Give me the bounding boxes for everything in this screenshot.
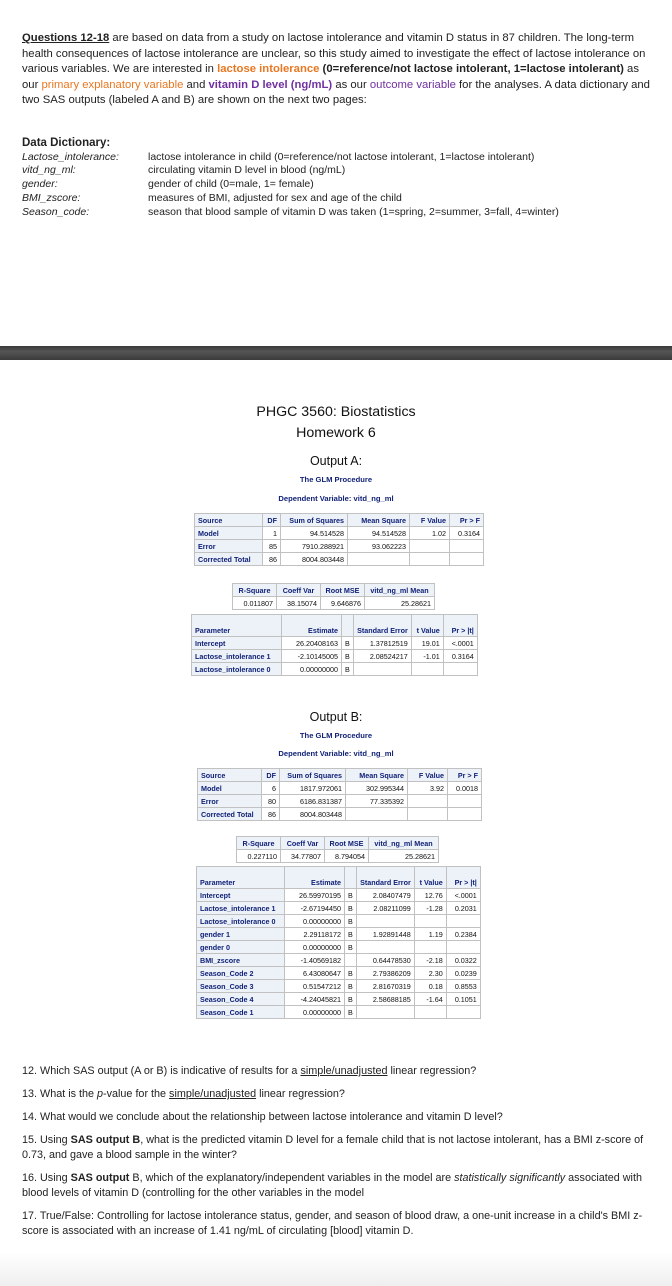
- table-cell: B: [345, 980, 357, 993]
- table-cell: 26.20408163: [282, 637, 342, 650]
- dictionary-key: gender:: [22, 178, 58, 190]
- table-cell: 7910.288921: [281, 540, 348, 553]
- table-cell: 0.51547212: [285, 980, 345, 993]
- dictionary-value: gender of child (0=male, 1= female): [148, 178, 314, 190]
- table-row: [197, 954, 481, 967]
- table-row: [197, 915, 481, 928]
- table-cell: 3.92: [408, 782, 448, 795]
- intro-text-2: as our: [22, 63, 639, 91]
- question-text: linear regression?: [387, 1065, 477, 1077]
- table-cell: -2.67194450: [285, 902, 345, 915]
- col-header: Standard Error: [356, 867, 414, 889]
- dictionary-key: Lactose_intolerance:: [22, 151, 119, 163]
- output-b-fit-table: [236, 836, 439, 863]
- table-cell: -1.64: [414, 993, 446, 1006]
- question-italic: p: [97, 1088, 104, 1100]
- question-underlined: simple/unadjusted: [300, 1065, 388, 1077]
- table-header-row: [195, 514, 484, 527]
- homework-title: Homework 6: [296, 425, 376, 441]
- table-header-row: [237, 837, 439, 850]
- row-header: Error: [198, 795, 262, 808]
- table-cell: 86: [262, 808, 280, 821]
- col-header: Mean Square: [346, 769, 408, 782]
- col-header: vitd_ng_ml Mean: [369, 837, 439, 850]
- dictionary-value: circulating vitamin D level in blood (ng/mL): [148, 164, 346, 176]
- table-cell: 1.19: [414, 928, 446, 941]
- col-header: Parameter: [192, 615, 282, 637]
- question-text: , what is the predicted vitamin D level for a female child that is not lactose intolerant, has a BMI z-score of 0.73, and gave a blood sample in the winter?: [22, 1134, 644, 1161]
- table-cell: 0.18: [414, 980, 446, 993]
- col-header: vitd_ng_ml Mean: [365, 584, 435, 597]
- table-cell: 2.81670319: [356, 980, 414, 993]
- table-cell: 93.062223: [348, 540, 410, 553]
- row-header: Corrected Total: [198, 808, 262, 821]
- lactose-term: lactose intolerance: [217, 63, 320, 76]
- table-cell: -2.18: [414, 954, 446, 967]
- col-header: t Value: [411, 615, 443, 637]
- question-range: Questions 12-18: [22, 32, 110, 44]
- output-a-dependent-variable: Dependent Variable: vitd_ng_ml: [278, 494, 394, 503]
- col-header: Root MSE: [325, 837, 369, 850]
- table-cell: 0.0322: [446, 954, 480, 967]
- table-cell: 34.77807: [281, 850, 325, 863]
- table-row: [197, 1006, 481, 1019]
- table-cell: 2.08407479: [356, 889, 414, 902]
- table-header-row: [233, 584, 435, 597]
- table-row: [192, 663, 478, 676]
- row-header: Season_Code 3: [197, 980, 285, 993]
- question-text: B, which of the explanatory/independent variables in the model are: [129, 1172, 455, 1184]
- row-header: Lactose_intolerance 0: [197, 915, 285, 928]
- question-text: 15. Using: [22, 1134, 71, 1146]
- table-cell: 0.8553: [446, 980, 480, 993]
- table-cell: 12.76: [414, 889, 446, 902]
- intro-text-1: are based on data from a study on lactose intolerance and vitamin D status in 87 children. The long-term health consequences of lactose intolerance are unclear, so this study aimed to investigate the effect of lactose intolerance on various variables. We are interested in: [22, 32, 646, 76]
- table-cell: [414, 1006, 446, 1019]
- table-cell: 0.00000000: [285, 941, 345, 954]
- table-row: [198, 782, 482, 795]
- col-header: Sum of Squares: [281, 514, 348, 527]
- question-17: 17. True/False: Controlling for lactose intolerance status, gender, and season of blood draw, a one-unit increase in a child's BMI z-score is associated with an increase of 1.41 ng/mL of circulating [blood] vitamin D.: [22, 1210, 643, 1237]
- col-header: F Value: [408, 769, 448, 782]
- table-row: [195, 540, 484, 553]
- output-b-title: Output B:: [309, 710, 363, 724]
- col-header: [345, 867, 357, 889]
- dictionary-key: BMI_zscore:: [22, 192, 81, 204]
- col-header: Source: [198, 769, 262, 782]
- question-15: [22, 1133, 662, 1163]
- question-italic: statistically significantly: [454, 1172, 566, 1184]
- col-header: DF: [263, 514, 281, 527]
- col-header: Coeff Var: [277, 584, 321, 597]
- primary-variable-term: primary explanatory variable: [41, 78, 184, 91]
- table-cell: -1.28: [414, 902, 446, 915]
- table-row: [195, 553, 484, 566]
- table-cell: 1817.972061: [280, 782, 346, 795]
- table-cell: [356, 915, 414, 928]
- row-header: Intercept: [192, 637, 282, 650]
- table-row: [197, 967, 481, 980]
- dictionary-key: vitd_ng_ml:: [22, 164, 76, 176]
- table-header-row: [197, 867, 481, 889]
- output-b-procedure: The GLM Procedure: [299, 731, 373, 740]
- row-header: Lactose_intolerance 1: [197, 902, 285, 915]
- output-b-anova-table: [197, 768, 482, 821]
- table-cell: [410, 540, 450, 553]
- bottom-fade: [0, 1252, 672, 1286]
- question-12: [22, 1064, 662, 1079]
- table-cell: 0.2031: [446, 902, 480, 915]
- col-header: Mean Square: [348, 514, 410, 527]
- row-header: Season_Code 2: [197, 967, 285, 980]
- question-13: [22, 1087, 662, 1102]
- table-row: [198, 808, 482, 821]
- intro-text-4: as our: [332, 78, 370, 91]
- question-text: 13. What is the: [22, 1088, 98, 1100]
- col-header: Estimate: [282, 615, 342, 637]
- dictionary-value: season that blood sample of vitamin D was taken (1=spring, 2=summer, 3=fall, 4=winter): [148, 206, 559, 218]
- table-cell: <.0001: [446, 889, 480, 902]
- table-cell: 0.00000000: [282, 663, 342, 676]
- table-cell: B: [345, 902, 357, 915]
- question-text: 12. Which SAS output (A or B) is indicative of results for a: [22, 1065, 301, 1077]
- table-cell: B: [345, 1006, 357, 1019]
- table-row: [198, 795, 482, 808]
- col-header: Pr > F: [448, 769, 482, 782]
- lactose-definition: (0=reference/not lactose intolerant, 1=lactose intolerant): [319, 63, 624, 76]
- table-row: [197, 902, 481, 915]
- col-header: Pr > F: [450, 514, 484, 527]
- question-bold: SAS output B: [70, 1134, 141, 1146]
- col-header: R-Square: [233, 584, 277, 597]
- table-row: [233, 597, 435, 610]
- row-header: Intercept: [197, 889, 285, 902]
- table-cell: [411, 663, 443, 676]
- table-cell: [414, 915, 446, 928]
- table-cell: 2.29118172: [285, 928, 345, 941]
- output-b-parameter-table: [196, 866, 481, 1019]
- course-title: PHGC 3560: Biostatistics: [256, 404, 416, 420]
- table-cell: 2.08211099: [356, 902, 414, 915]
- table-cell: [356, 941, 414, 954]
- table-cell: [446, 941, 480, 954]
- question-bold: SAS output: [70, 1172, 130, 1184]
- table-cell: B: [345, 993, 357, 1006]
- table-cell: [448, 795, 482, 808]
- table-cell: 19.01: [411, 637, 443, 650]
- question-text: linear regression?: [256, 1088, 345, 1100]
- table-cell: 80: [262, 795, 280, 808]
- table-cell: 1.92891448: [356, 928, 414, 941]
- table-cell: 6186.831387: [280, 795, 346, 808]
- table-cell: B: [345, 889, 357, 902]
- row-header: gender 1: [197, 928, 285, 941]
- data-dictionary-title: Data Dictionary:: [22, 137, 111, 149]
- output-a-parameter-table: [191, 614, 478, 676]
- table-cell: [450, 553, 484, 566]
- table-row: [192, 637, 478, 650]
- vitamin-d-term: vitamin D level (ng/mL): [208, 78, 333, 91]
- table-cell: 25.28621: [369, 850, 439, 863]
- table-row: [197, 993, 481, 1006]
- table-cell: [353, 663, 411, 676]
- row-header: Lactose_intolerance 0: [192, 663, 282, 676]
- table-cell: 0.2384: [446, 928, 480, 941]
- table-cell: 26.59970195: [285, 889, 345, 902]
- row-header: Model: [195, 527, 263, 540]
- table-cell: 94.514528: [348, 527, 410, 540]
- col-header: Sum of Squares: [280, 769, 346, 782]
- dictionary-key: Season_code:: [22, 206, 90, 218]
- table-cell: 86: [263, 553, 281, 566]
- question-text: associated with blood levels of vitamin D (controlling for the other variables in the model: [22, 1172, 642, 1199]
- intro-paragraph: [22, 31, 654, 109]
- question-underlined: simple/unadjusted: [169, 1088, 257, 1100]
- table-cell: 2.79386209: [356, 967, 414, 980]
- question-14: 14. What would we conclude about the relationship between lactose intolerance and vitamin D level?: [22, 1111, 503, 1123]
- table-cell: [356, 1006, 414, 1019]
- table-cell: 94.514528: [281, 527, 348, 540]
- col-header: Standard Error: [353, 615, 411, 637]
- col-header: Pr > |t|: [443, 615, 477, 637]
- table-cell: [450, 540, 484, 553]
- table-cell: 0.3164: [450, 527, 484, 540]
- table-cell: 9.646876: [321, 597, 365, 610]
- table-cell: 6.43080647: [285, 967, 345, 980]
- table-cell: -1.01: [411, 650, 443, 663]
- table-cell: [414, 941, 446, 954]
- dictionary-value: lactose intolerance in child (0=reference/not lactose intolerant, 1=lactose intolerant): [148, 151, 535, 163]
- table-cell: B: [345, 928, 357, 941]
- table-cell: 8004.803448: [281, 553, 348, 566]
- table-cell: B: [342, 650, 354, 663]
- row-header: Lactose_intolerance 1: [192, 650, 282, 663]
- table-cell: 8004.803448: [280, 808, 346, 821]
- table-cell: [408, 795, 448, 808]
- row-header: BMI_zscore: [197, 954, 285, 967]
- table-cell: 77.335392: [346, 795, 408, 808]
- table-row: [192, 650, 478, 663]
- col-header: t Value: [414, 867, 446, 889]
- table-cell: [446, 915, 480, 928]
- table-cell: 2.58688185: [356, 993, 414, 1006]
- table-cell: [346, 808, 408, 821]
- table-cell: <.0001: [443, 637, 477, 650]
- table-cell: 25.28621: [365, 597, 435, 610]
- table-cell: 6: [262, 782, 280, 795]
- row-header: Error: [195, 540, 263, 553]
- col-header: Estimate: [285, 867, 345, 889]
- intro-text-3: and: [183, 78, 209, 91]
- table-cell: 0.1051: [446, 993, 480, 1006]
- table-cell: 302.995344: [346, 782, 408, 795]
- table-row: [197, 980, 481, 993]
- output-a-procedure: The GLM Procedure: [299, 475, 373, 484]
- row-header: Corrected Total: [195, 553, 263, 566]
- question-text: -value for the: [103, 1088, 170, 1100]
- table-cell: [443, 663, 477, 676]
- table-header-row: [198, 769, 482, 782]
- output-a-title: Output A:: [309, 454, 363, 468]
- col-header: DF: [262, 769, 280, 782]
- row-header: Season_Code 1: [197, 1006, 285, 1019]
- table-cell: 0.3164: [443, 650, 477, 663]
- intro-text-5: for the analyses. A data dictionary and two SAS outputs (labeled A and B) are shown on the next two pages:: [22, 78, 650, 107]
- table-row: [197, 928, 481, 941]
- table-cell: B: [342, 663, 354, 676]
- table-cell: 8.794054: [325, 850, 369, 863]
- table-cell: B: [345, 915, 357, 928]
- table-row: [197, 889, 481, 902]
- col-header: Coeff Var: [281, 837, 325, 850]
- col-header: [342, 615, 354, 637]
- col-header: F Value: [410, 514, 450, 527]
- col-header: Source: [195, 514, 263, 527]
- output-b-dependent-variable: Dependent Variable: vitd_ng_ml: [278, 749, 394, 758]
- table-cell: [448, 808, 482, 821]
- row-header: Season_Code 4: [197, 993, 285, 1006]
- row-header: Model: [198, 782, 262, 795]
- table-cell: 2.08524217: [353, 650, 411, 663]
- table-cell: 0.00000000: [285, 915, 345, 928]
- table-row: [195, 527, 484, 540]
- col-header: Pr > |t|: [446, 867, 480, 889]
- table-row: [197, 941, 481, 954]
- table-cell: 85: [263, 540, 281, 553]
- row-header: gender 0: [197, 941, 285, 954]
- col-header: R-Square: [237, 837, 281, 850]
- table-cell: 1.37812519: [353, 637, 411, 650]
- page-divider: [0, 346, 672, 360]
- table-cell: [408, 808, 448, 821]
- table-cell: 38.15074: [277, 597, 321, 610]
- question-16: [22, 1171, 662, 1201]
- table-cell: B: [345, 967, 357, 980]
- table-row: [237, 850, 439, 863]
- table-cell: [410, 553, 450, 566]
- table-cell: B: [345, 941, 357, 954]
- table-cell: 0.011807: [233, 597, 277, 610]
- table-cell: [348, 553, 410, 566]
- output-a-fit-table: [232, 583, 435, 610]
- question-text: 16. Using: [22, 1172, 71, 1184]
- table-cell: 0.64478530: [356, 954, 414, 967]
- table-header-row: [192, 615, 478, 637]
- table-cell: -1.40569182: [285, 954, 345, 967]
- table-cell: 1.02: [410, 527, 450, 540]
- output-a-anova-table: [194, 513, 484, 566]
- table-cell: -4.24045821: [285, 993, 345, 1006]
- table-cell: -2.10145005: [282, 650, 342, 663]
- col-header: Root MSE: [321, 584, 365, 597]
- table-cell: 0.0239: [446, 967, 480, 980]
- table-cell: [446, 1006, 480, 1019]
- outcome-variable-term: outcome variable: [369, 78, 456, 91]
- dictionary-value: measures of BMI, adjusted for sex and age of the child: [148, 192, 402, 204]
- table-cell: B: [342, 637, 354, 650]
- table-cell: 0.227110: [237, 850, 281, 863]
- col-header: Parameter: [197, 867, 285, 889]
- table-cell: 2.30: [414, 967, 446, 980]
- table-cell: 0.00000000: [285, 1006, 345, 1019]
- table-cell: 0.0018: [448, 782, 482, 795]
- table-cell: 1: [263, 527, 281, 540]
- table-cell: [345, 954, 357, 967]
